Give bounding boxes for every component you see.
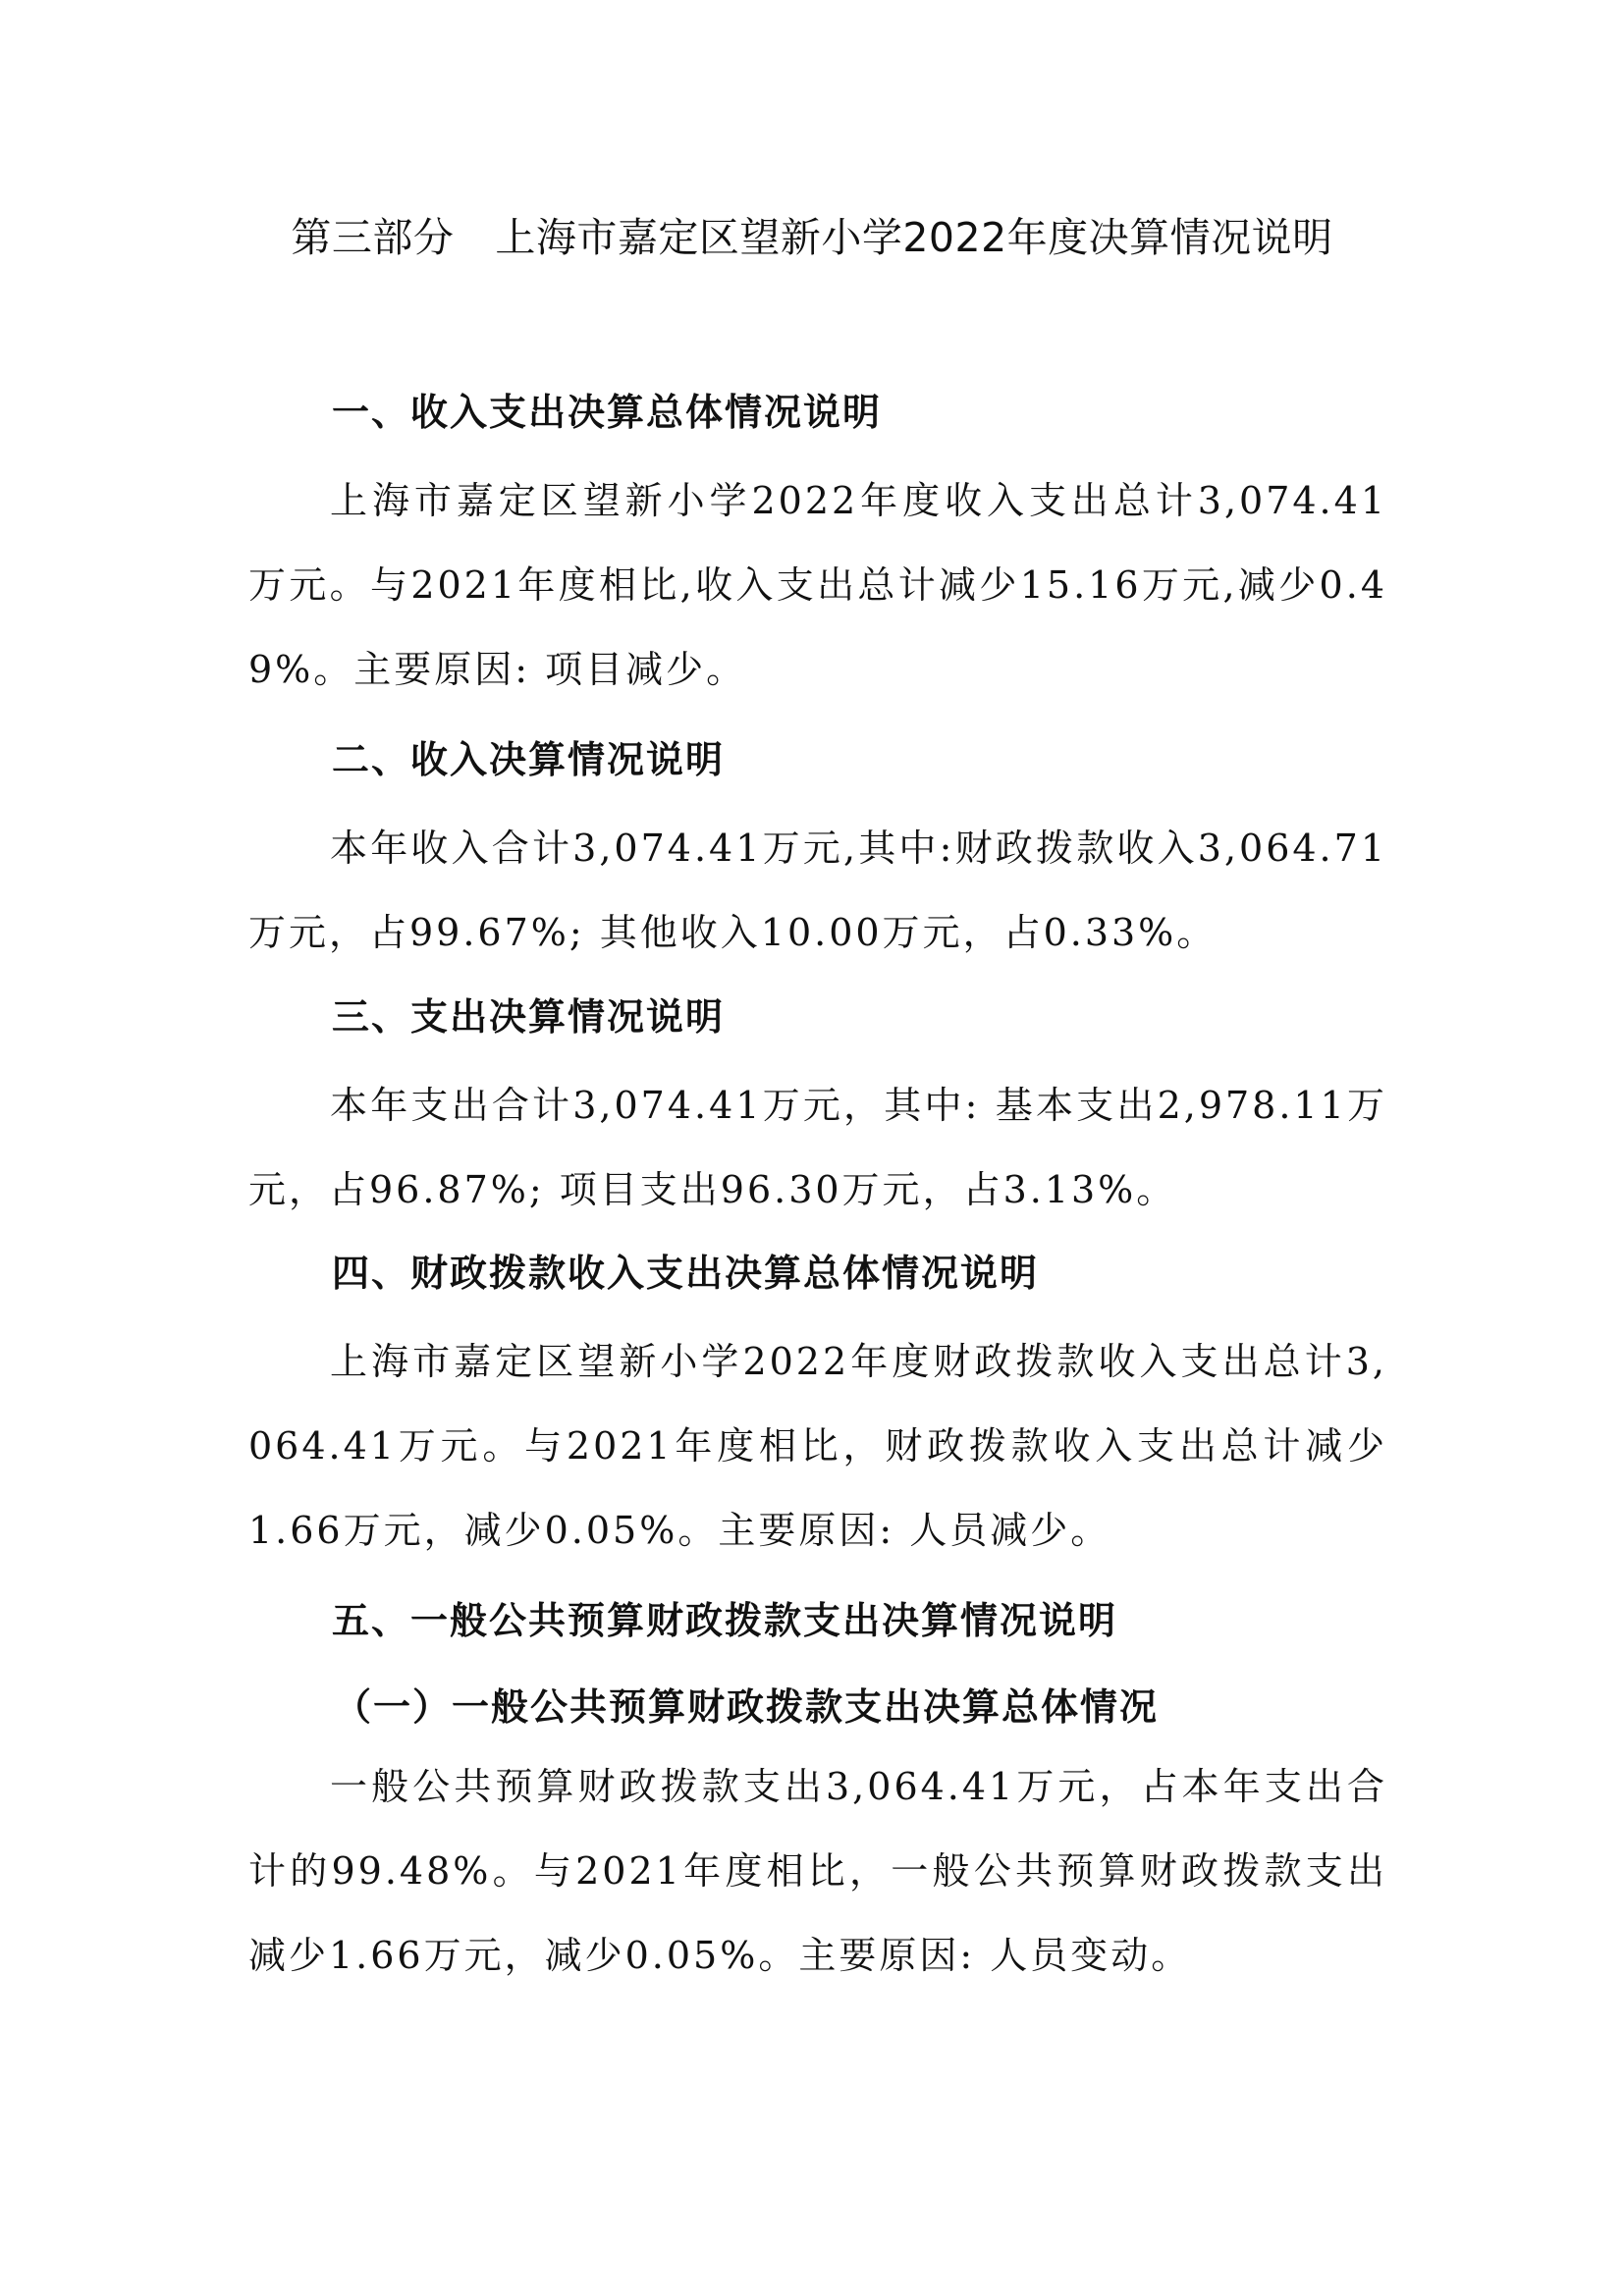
section-heading-5: 五、一般公共预算财政拨款支出决算情况说明	[332, 1599, 1118, 1642]
section-heading-4: 四、财政拨款收入支出决算总体情况说明	[332, 1252, 1040, 1295]
section-paragraph-5: 一般公共预算财政拨款支出3,064.41万元，占本年支出合计的99.48%。与2021年度相比，一般公共预算财政拨款支出减少1.66万元，减少0.05%。主要原因: 人员变动。	[248, 1765, 1387, 1977]
section-heading-3: 三、支出决算情况说明	[332, 995, 726, 1039]
section-paragraph-3: 本年支出合计3,074.41万元，其中: 基本支出2,978.11万元，占96.87%; 项目支出96.30万元，占3.13%。	[248, 1084, 1387, 1211]
section-heading-2: 二、收入决算情况说明	[332, 738, 726, 781]
section-paragraph-2: 本年收入合计3,074.41万元,其中:财政拨款收入3,064.71万元，占99.67%; 其他收入10.00万元，占0.33%。	[248, 827, 1387, 954]
section-paragraph-1: 上海市嘉定区望新小学2022年度收入支出总计3,074.41万元。与2021年度相比,收入支出总计减少15.16万元,减少0.49%。主要原因: 项目减少。	[248, 479, 1387, 691]
section-subheading-5-1: （一）一般公共预算财政拨款支出决算总体情况	[334, 1685, 1160, 1729]
title-part-label: 第三部分	[291, 214, 455, 261]
section-heading-1: 一、收入支出决算总体情况说明	[332, 391, 883, 434]
title-main-text: 上海市嘉定区望新小学2022年度决算情况说明	[495, 214, 1333, 261]
section-paragraph-4: 上海市嘉定区望新小学2022年度财政拨款收入支出总计3,064.41万元。与2021年度相比，财政拨款收入支出总计减少1.66万元，减少0.05%。主要原因: 人员减少。	[248, 1340, 1387, 1552]
page-title	[0, 210, 1624, 265]
